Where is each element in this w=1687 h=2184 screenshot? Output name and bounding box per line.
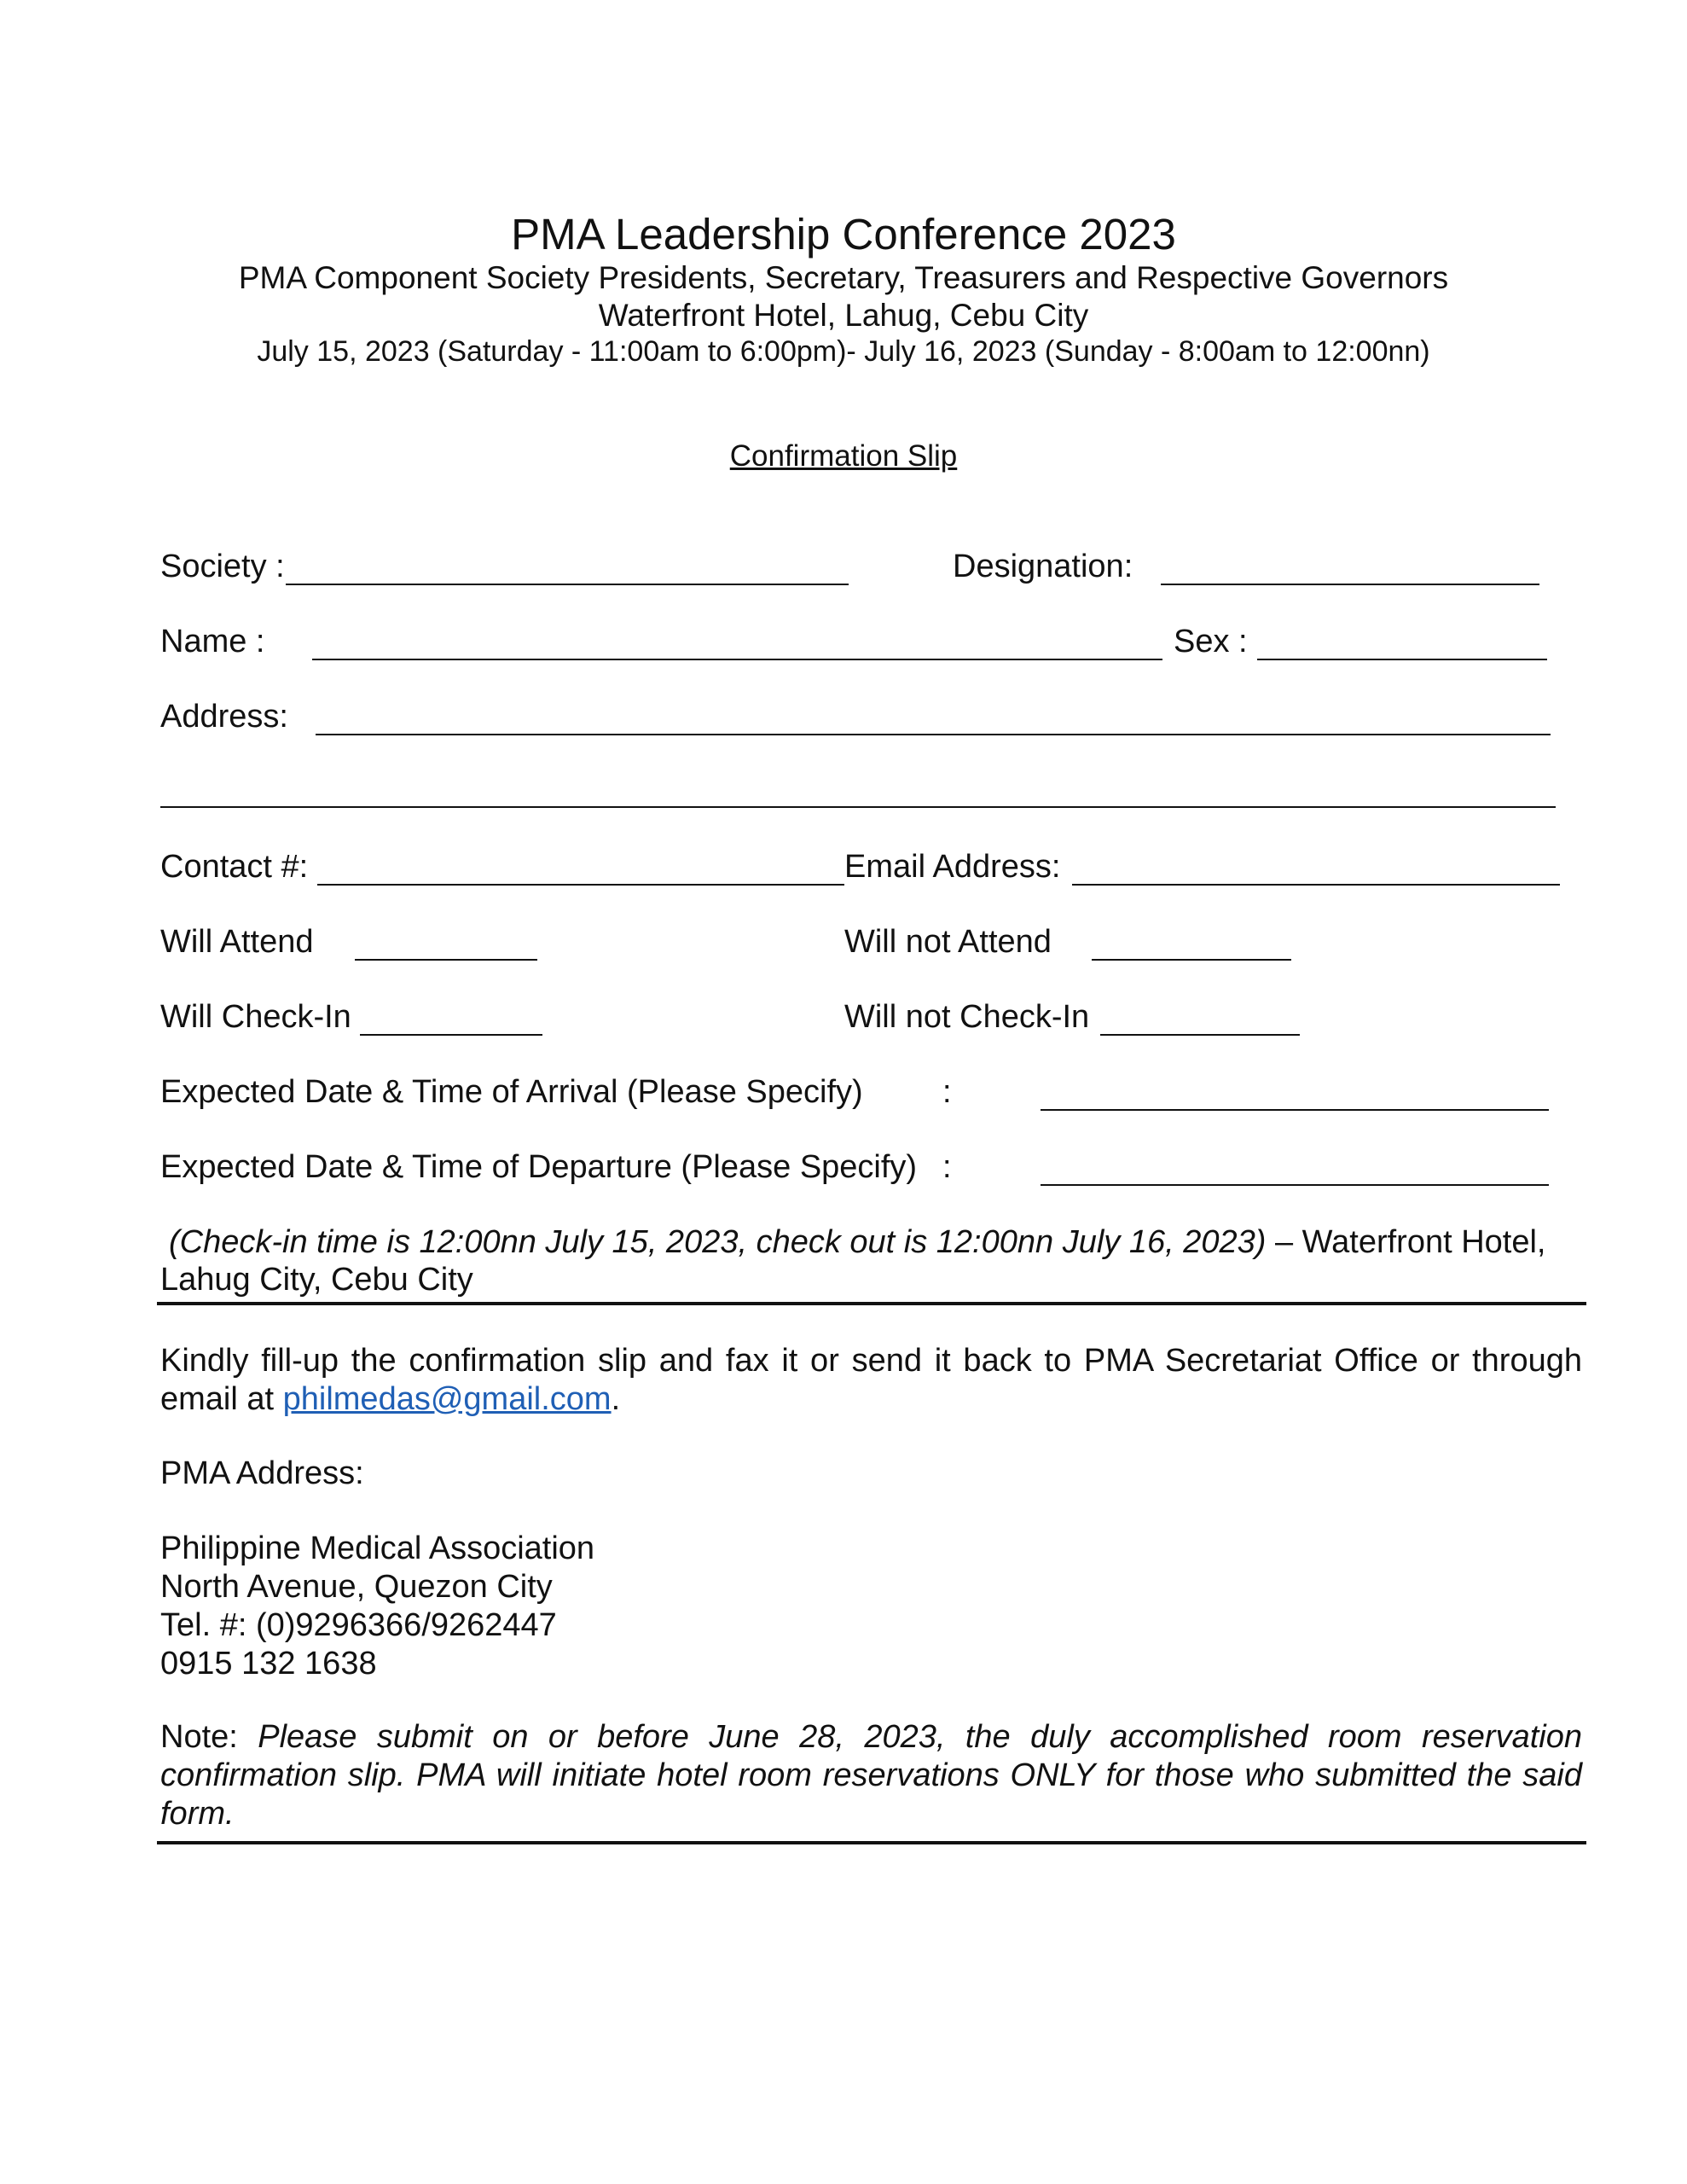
sex-field[interactable] [1257,659,1547,660]
document-subtitle: PMA Component Society Presidents, Secretary, Treasurers and Respective Governors [238,260,1449,295]
instructions-end: . [611,1381,621,1417]
note-label: Note: [160,1719,258,1755]
address-field-line-2[interactable] [160,806,1556,808]
designation-label: Designation: [953,549,1133,584]
sex-label: Sex : [1174,624,1248,659]
checkin-note-italic: (Check-in time is 12:00nn July 15, 2023, check out is 12:00nn July 16, 2023) [169,1224,1267,1260]
arrival-field[interactable] [1041,1109,1549,1111]
venue-line: Waterfront Hotel, Lahug, Cebu City [598,298,1089,333]
arrival-label: Expected Date & Time of Arrival (Please Specify) [160,1074,863,1110]
will-attend-label: Will Attend [160,924,314,960]
will-not-attend-field[interactable] [1092,959,1291,961]
society-field[interactable] [286,584,849,585]
designation-field[interactable] [1161,584,1539,585]
address-label: Address: [160,699,288,735]
section-divider-top [157,1302,1586,1305]
contact-label: Contact #: [160,849,309,885]
instructions-text: Kindly fill-up the confirmation slip and fax it or send it back to PMA Secretariat Office or through email at [160,1343,1582,1417]
society-label: Society : [160,549,285,584]
pma-org-name: Philippine Medical Association [160,1531,595,1566]
name-field[interactable] [312,659,1162,660]
checkin-note-line-2: Lahug City, Cebu City [160,1262,473,1298]
will-checkin-label: Will Check-In [160,999,351,1035]
will-attend-field[interactable] [355,959,537,961]
pma-mobile: 0915 132 1638 [160,1646,377,1682]
pma-street: North Avenue, Quezon City [160,1569,553,1605]
departure-field[interactable] [1041,1184,1549,1186]
address-field[interactable] [316,734,1551,735]
pma-telephone: Tel. #: (0)9296366/9262447 [160,1607,557,1643]
pma-address-heading: PMA Address: [160,1455,364,1491]
dates-line: July 15, 2023 (Saturday - 11:00am to 6:00pm)- July 16, 2023 (Sunday - 8:00am to 12:00nn) [257,335,1430,368]
checkin-note [169,1224,1545,1261]
email-label: Email Address: [844,849,1061,885]
departure-label: Expected Date & Time of Departure (Please Specify) [160,1149,918,1185]
note-paragraph [160,1718,1582,1833]
will-checkin-field[interactable] [360,1034,542,1036]
departure-colon: : [942,1149,952,1185]
contact-field[interactable] [317,884,844,886]
will-not-checkin-field[interactable] [1100,1034,1300,1036]
email-field[interactable] [1072,884,1560,886]
will-not-checkin-label: Will not Check-In [844,999,1090,1035]
will-not-attend-label: Will not Attend [844,924,1052,960]
arrival-colon: : [942,1074,952,1110]
document-title: PMA Leadership Conference 2023 [511,210,1176,258]
section-divider-bottom [157,1841,1586,1844]
slip-title: Confirmation Slip [729,439,958,473]
email-link[interactable]: philmedas@gmail.com [282,1381,612,1417]
checkin-note-rest: – Waterfront Hotel, [1266,1224,1546,1260]
name-label: Name : [160,624,265,659]
instructions-paragraph [160,1342,1582,1419]
note-text: Please submit on or before June 28, 2023, the duly accomplished room reservation confirmation slip. PMA will initiate hotel room reservations ONLY for those who submitted the said form. [160,1719,1582,1832]
